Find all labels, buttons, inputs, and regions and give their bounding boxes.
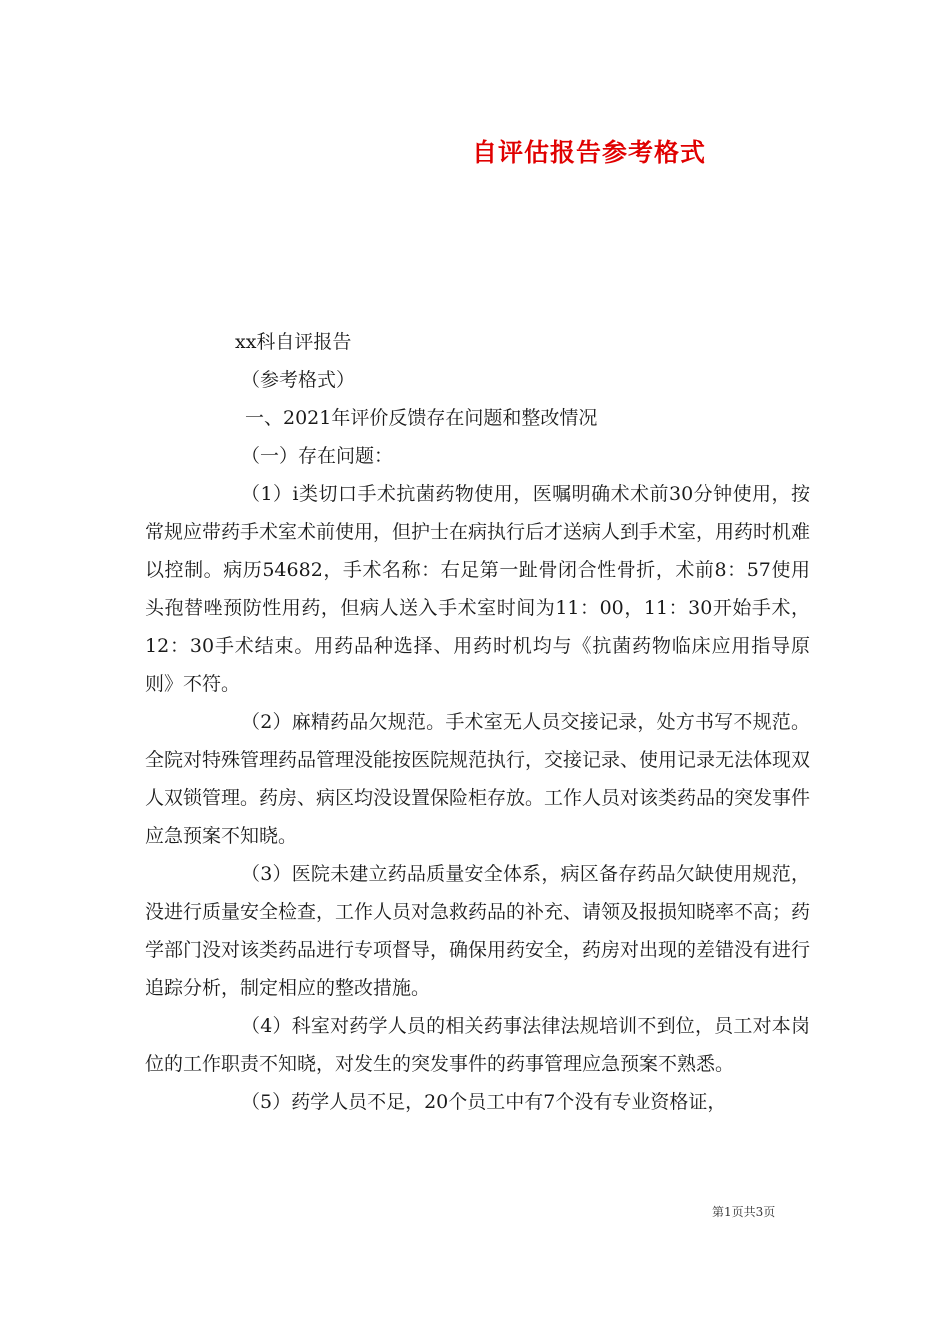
document-title: 自评估报告参考格式 bbox=[472, 138, 707, 167]
report-heading: xx科自评报告 bbox=[235, 331, 352, 353]
paragraph-5: （5）药学人员不足，20个员工中有7个没有专业资格证， bbox=[241, 1091, 727, 1113]
paragraph-1: （1）i类切口手术抗菌药物使用，医嘱明确术术前30分钟使用，按常规应带药手术室术前使用，但护士在病执行后才送病人到手术室，用药时机难以控制。病历54682，手术名称：右足第一趾骨闭合性骨折，术前8：57使用头孢替唑预防性用药，但病人送入手术室时间为11：00，11：30开始手术，12：30手术结束。用药品种选择、用药时机均与《抗菌药物临床应用指导原则》不符。 bbox=[145, 483, 811, 695]
document-body bbox=[145, 323, 810, 1121]
paragraph-4: （4）科室对药学人员的相关药事法律法规培训不到位，员工对本岗位的工作职责不知晓，对发生的突发事件的药事管理应急预案不熟悉。 bbox=[145, 1015, 810, 1075]
page-number: 第1页共3页 bbox=[712, 1205, 776, 1219]
subsection-heading: （一）存在问题： bbox=[241, 445, 394, 467]
section-heading: 一、2021年评价反馈存在问题和整改情况 bbox=[245, 407, 598, 429]
report-subheading: （参考格式） bbox=[241, 369, 356, 391]
paragraph-2: （2）麻精药品欠规范。手术室无人员交接记录，处方书写不规范。全院对特殊管理药品管理没能按医院规范执行，交接记录、使用记录无法体现双人双锁管理。药房、病区均没设置保险柜存放。工作人员对该类药品的突发事件应急预案不知晓。 bbox=[145, 711, 811, 847]
paragraph-3: （3）医院未建立药品质量安全体系，病区备存药品欠缺使用规范，没进行质量安全检查，工作人员对急救药品的补充、请领及报损知晓率不高；药学部门没对该类药品进行专项督导，确保用药安全，药房对出现的差错没有进行追踪分析，制定相应的整改措施。 bbox=[145, 863, 811, 999]
